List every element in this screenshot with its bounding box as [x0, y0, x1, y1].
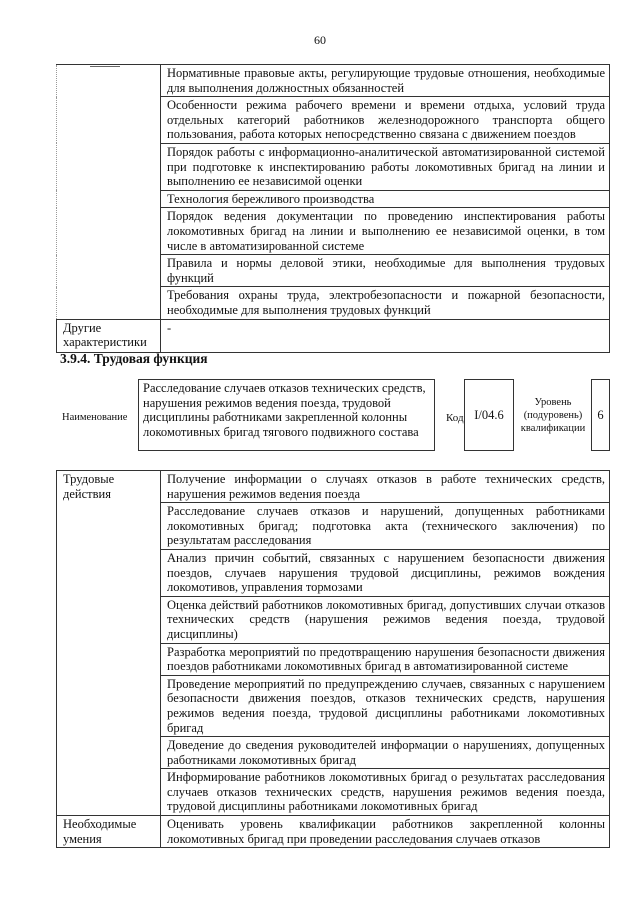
action-item: Получение информации о случаях отказов в работе технических средств, нарушения режимов ведения поезда	[161, 471, 610, 503]
action-item: Разработка мероприятий по предотвращению нарушения безопасности движения поездов работниками локомотивных бригад в автоматизированной системе	[161, 643, 610, 675]
row-label-empty	[57, 65, 161, 320]
action-item: Оценка действий работников локомотивных бригад, допустивших случаи отказов технических средств (нарушения режимов ведения поезда, трудовой дисциплины)	[161, 596, 610, 643]
skills-label: Необходимые умения	[57, 816, 161, 848]
table-cell: Технология бережливого производства	[161, 190, 610, 208]
page-number: 60	[314, 33, 326, 47]
other-characteristics-value: -	[161, 319, 610, 352]
table-row	[57, 471, 610, 503]
table-cell: Нормативные правовые акты, регулирующие трудовые отношения, необходимые для выполнения должностных обязанностей	[161, 65, 610, 97]
action-item: Информирование работников локомотивных бригад о результатах расследования случаев отказов технических средств, нарушения режимов ведения поезда, трудовой дисциплины работниками локомотивных бригад	[161, 769, 610, 816]
actions-table	[56, 470, 610, 848]
section-heading: 3.9.4. Трудовая функция	[60, 351, 208, 366]
table-cell: Порядок ведения документации по проведению инспектирования работы локомотивных бригад на линии и выполнению ее независимой оценки, в том числе в автоматизированной системе	[161, 208, 610, 255]
level-label: Уровень (подуровень) квалификации	[520, 397, 586, 434]
table-cell: Правила и нормы деловой этики, необходимые для выполнения трудовых функций	[161, 255, 610, 287]
code-label: Код	[446, 412, 464, 424]
action-item: Проведение мероприятий по предупреждению случаев, связанных с нарушением безопасности движения поездов, отказов технических средств, нарушения режимов ведения поезда, трудовой дисциплины работниками локомотивных бригад	[161, 675, 610, 736]
table-cell: Требования охраны труда, электробезопасности и пожарной безопасности, необходимые для выполнения трудовых функций	[161, 287, 610, 319]
table-row	[57, 319, 610, 352]
name-label: Наименование	[62, 412, 128, 423]
table-cell: Особенности режима рабочего времени и времени отдыха, условий труда отдельных категорий работников железнодорожного транспорта общего пользования, работа которых непосредственно связана с движением поездов	[161, 97, 610, 144]
knowledge-table	[56, 64, 610, 353]
action-item: Анализ причин событий, связанных с нарушением безопасности движения поездов, случаев нарушения трудовой дисциплины, режимов вождения локомотивов, управления тормозами	[161, 549, 610, 596]
table-cell: Порядок работы с информационно-аналитической автоматизированной системой при подготовке к инспектированию работы локомотивных бригад на линии и выполнению ее независимой оценки	[161, 143, 610, 190]
level-value: 6	[591, 379, 610, 451]
table-row	[57, 816, 610, 848]
skill-item: Оценивать уровень квалификации работников закрепленной колонны локомотивных бригад при проведении расследования случаев отказов	[161, 816, 610, 848]
actions-label: Трудовые действия	[57, 471, 161, 816]
table-row	[57, 65, 610, 97]
action-item: Доведение до сведения руководителей информации о нарушениях, допущенных работниками локомотивных бригад	[161, 737, 610, 769]
function-name: Расследование случаев отказов технических средств, нарушения режимов ведения поезда, трудовой дисциплины работниками закрепленной колонны локомотивных бригад тягового подвижного состава	[138, 379, 435, 451]
other-characteristics-label: Другие характеристики	[57, 319, 161, 352]
function-code: I/04.6	[464, 379, 514, 451]
action-item: Расследование случаев отказов и нарушений, допущенных работниками локомотивных бригад; подготовка акта (технического заключения) по результатам расследования	[161, 503, 610, 550]
